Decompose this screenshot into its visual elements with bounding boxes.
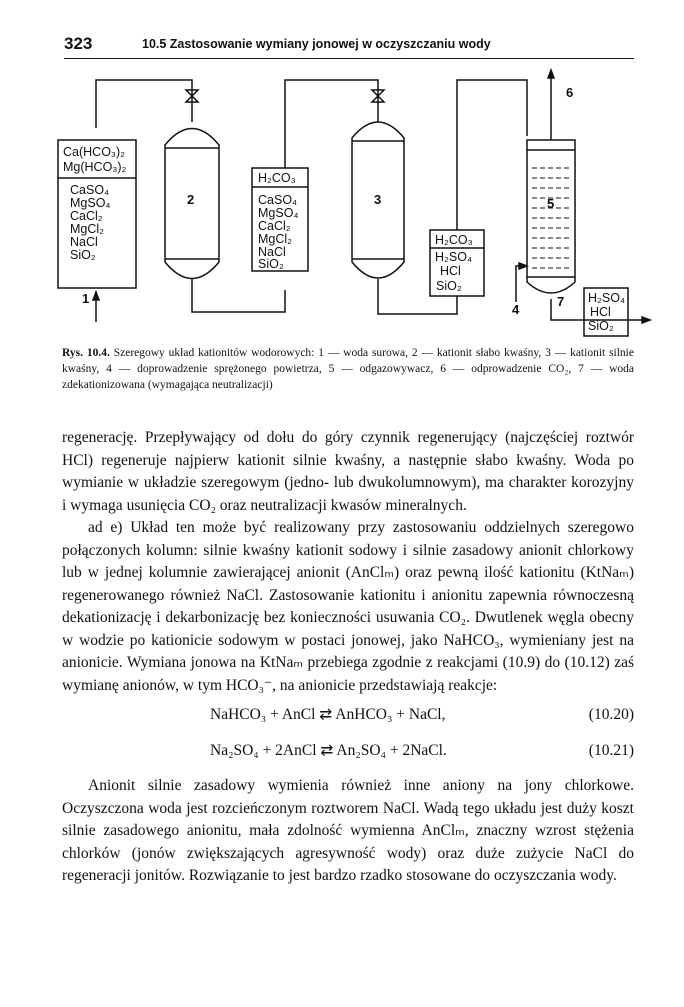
section-title: 10.5 Zastosowanie wymiany jonowej w oczyszczaniu wody (142, 37, 491, 51)
air-pipe (516, 266, 527, 302)
box4-item-3: SiO₂ (588, 319, 614, 333)
degasser-column (527, 140, 575, 293)
equation-formula: NaHCO₃ + AnCl ⇄ AnHCO₃ + NaCl, (210, 706, 446, 723)
box2-item-2: MgSO₄ (258, 206, 299, 220)
label-7: 7 (557, 294, 565, 309)
process-diagram (0, 0, 684, 345)
body-text (62, 427, 634, 888)
paragraph-3: Anionit silnie zasadowy wymienia również inne aniony na jony chlorkowe. Oczyszczona woda jest rozcieńczonym roztworem NaCl. Wadą tego układu jest duży koszt silnie zasadowego anionitu, mała zdolność wymienna AnClₘ, znaczny wzrost stężenia chlorków (jonów zwiększających agresywność wody) oraz duże zużycie NaCl do regeneracji jonitów. Rozwiązanie to jest bardzo rzadko stosowane do oczyszczania wody. (62, 777, 634, 884)
box1-item-4: MgCl₂ (70, 222, 105, 236)
label-3: 3 (374, 192, 382, 207)
box1-item-1: CaSO₄ (70, 183, 110, 197)
equation-formula: Na₂SO₄ + 2AnCl ⇄ An₂SO₄ + 2NaCl. (210, 742, 447, 759)
box2-item-6: SiO₂ (258, 257, 284, 271)
feed-arrow (93, 292, 99, 300)
box2-item-3: CaCl₂ (258, 219, 291, 233)
label-1: 1 (82, 291, 90, 306)
box2-item-1: CaSO₄ (258, 193, 298, 207)
equation-10-20 (62, 697, 634, 733)
figure-caption (62, 345, 634, 393)
box4-item-1: H₂SO₄ (588, 291, 626, 305)
box3-item-3: HCl (440, 264, 461, 278)
label-6: 6 (566, 85, 574, 100)
pipe-top-1 (96, 80, 192, 128)
box3-item-1: H₂CO₃ (435, 233, 473, 247)
label-5: 5 (547, 196, 555, 211)
box1-item-2: MgSO₄ (70, 196, 111, 210)
page-number: 323 (64, 34, 93, 53)
label-2: 2 (187, 192, 195, 207)
box4-item-2: HCl (590, 305, 611, 319)
box2-top-1: H₂CO₃ (258, 171, 296, 185)
label-4: 4 (512, 302, 520, 317)
box2-item-4: MgCl₂ (258, 232, 293, 246)
box1-item-6: SiO₂ (70, 248, 96, 262)
box1-top-1: Ca(HCO₃)₂ (63, 145, 126, 159)
paragraph-2: ad e) Układ ten może być realizowany przy zastosowaniu oddzielnych szeregowo połączonych kolumn: silnie kwaśny kationit sodowy i silnie zasadowy anionit chlorkowy lub w jednej kolumnie zawierającej anionit (AnClₘ) oraz pewną ilość kationitu (KtNaₘ) regenerowanego również NaCl. Zastosowanie kationitu i anionitu zapewnia równoczesną dekationizację i dekarbonizację bez konieczności usuwania CO₂. Dwutlenek węgla obecny w wodzie po kationicie sodowym w postaci jonowej, jako NaHCO₃, wymieniany jest na anionicie. Wymiana jonowa na KtNaₘ przebiega zgodnie z reakcjami (10.9) do (10.12) zaś wymianę anionów, w tym HCO₃⁻, na anionicie przedstawiają reakcje: (62, 519, 634, 694)
box2-item-5: NaCl (258, 245, 286, 259)
equation-number: (10.21) (588, 742, 634, 759)
box3-item-2: H₂SO₄ (435, 250, 473, 264)
box1-item-5: NaCl (70, 235, 98, 249)
box3-item-4: SiO₂ (436, 279, 462, 293)
box1-item-3: CaCl₂ (70, 209, 103, 223)
equation-10-21 (62, 733, 634, 769)
caption-text: Szeregowy układ kationitów wodorowych: 1 — woda surowa, 2 — kationit słabo kwaśny, 3 — kationit silnie kwaśny, 4 — doprowadzenie sprężonego powietrza, 5 — odgazowywacz, 6 — odprowadzenie CO₂, 7 — woda zdekationizowana (wymagająca neutralizacji) (62, 347, 634, 391)
caption-label: Rys. 10.4. (62, 347, 110, 359)
equation-number: (10.20) (588, 706, 634, 723)
pipe-2-3 (192, 279, 285, 312)
paragraph-1: regenerację. Przepływający od dołu do góry czynnik regenerujący (najczęściej roztwór HCl) regeneruje najpierw kationit silnie kwaśny, a następnie słabo kwaśny. Woda po wymianie w układzie szeregowym (jedno- lub dwukolumnowym), ma charakter korozyjny i wymaga usunięcia CO₂ oraz neutralizacji kwasów mineralnych. (62, 429, 634, 514)
box1-top-2: Mg(HCO₃)₂ (63, 160, 127, 174)
